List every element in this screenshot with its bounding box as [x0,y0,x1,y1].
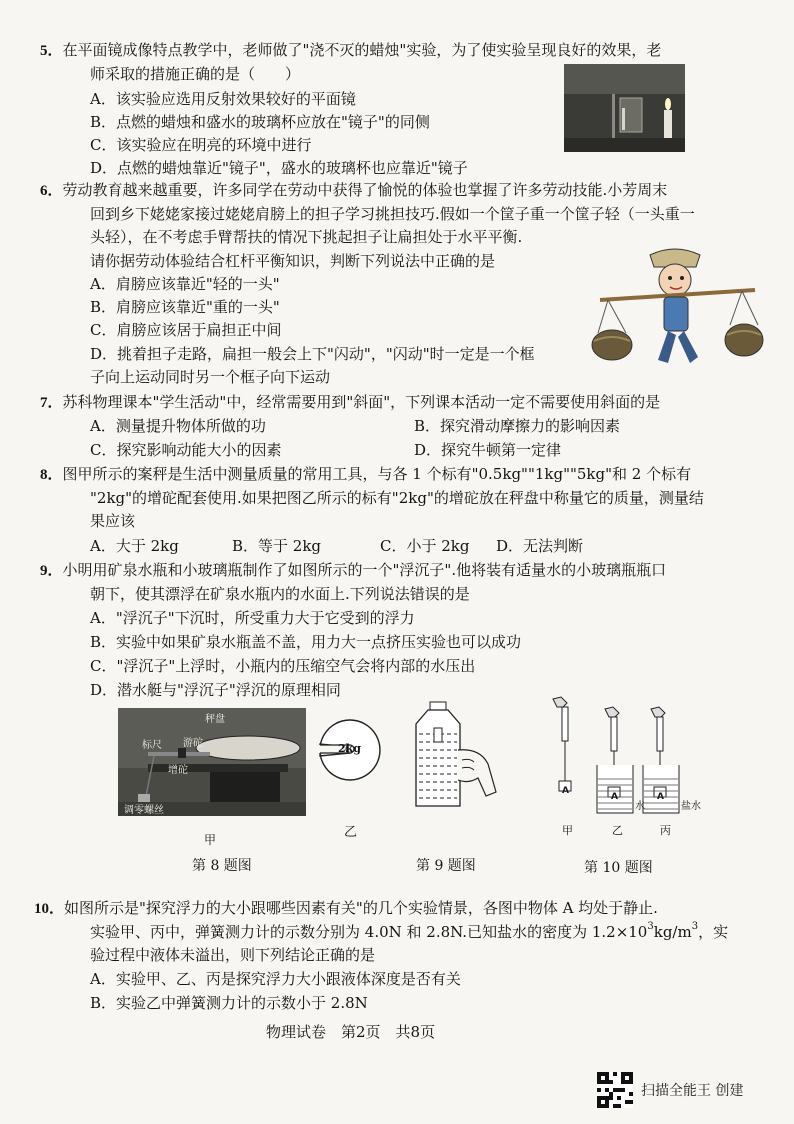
q9-number: 9． [40,563,63,579]
q5-stem-line2: 师采取的措施正确的是（ ） [90,65,301,83]
q7-stem: 7．苏科物理课本"学生活动"中，经常需要用到"斜面"，下列课本活动一定不需要使用斜面的是 [40,393,661,411]
fig10-block-a-1: A [562,786,569,796]
fig8-weight-text: 2kg [338,742,361,755]
q6-option-c: C．肩膀应该居于扁担正中间 [90,321,282,339]
q10-option-b: B．实验乙中弹簧测力计的示数小于 2.8N [90,994,368,1012]
q9-option-d: D．潜水艇与"浮沉子"浮沉的原理相同 [90,681,341,699]
fig10-water-label: 水 [635,801,645,812]
q7-number: 7． [40,395,63,411]
q9-stem-line1: 9．小明用矿泉水瓶和小玻璃瓶制作了如图所示的一个"浮沉子".他将装有适量水的小玻璃瓶瓶口 [40,561,667,579]
q5-stem-line1: 5．在平面镜成像特点教学中，老师做了"浇不灭的蜡烛"实验，为了使实验呈现良好的效果，老 [40,41,662,59]
fig8-label-dish: 调零螺丝 [124,805,164,816]
q6-option-d-cont: 子向上运动同时另一个框子向下运动 [90,368,331,386]
q9-option-a: A．"浮沉子"下沉时，所受重力大于它受到的浮力 [90,609,415,627]
qr-code-icon [597,1072,633,1108]
page-footer: 物理试卷 第2页 共8页 [266,1023,436,1041]
q5-option-d: D．点燃的蜡烛靠近"镜子"，盛水的玻璃杯也应靠近"镜子 [90,159,468,177]
fig8-label-pan: 秤盘 [205,714,225,725]
q8-option-a: A．大于 2kg [90,537,179,555]
q9-option-c: C．"浮沉子"上浮时，小瓶内的压缩空气会将内部的水压出 [90,657,476,675]
fig10-block-a-2: A [611,792,618,802]
q8-option-c: C．小于 2kg [380,537,470,555]
fig8-label-slider: 游砣 [183,738,203,749]
candle-photo-image [564,64,685,152]
child-carrying-baskets-image [590,245,765,370]
candle-photo [564,64,685,152]
q9-stem-line2: 朝下，使其漂浮在矿泉水瓶内的水面上.下列说法错误的是 [90,585,470,603]
fig8-label-weight: 增砣 [168,765,188,776]
fig10-caption: 第 10 题图 [584,860,653,876]
q8-stem-line3: 果应该 [90,512,136,530]
q6-stem-line2: 回到乡下姥姥家接过姥姥肩膀上的担子学习挑担技巧.假如一个筐子重一个筐子轻（一头重一 [90,205,695,223]
q10-stem-line2: 实验甲、丙中，弹簧测力计的示数分别为 4.0N 和 2.8N.已知盐水的密度为 $1.2\times 10^3kg/m^3$，实 [90,921,729,941]
q6-stem-line4: 请你据劳动体验结合杠杆平衡知识，判断下列说法中正确的是 [90,252,496,270]
fig10-salt-water-label: 盐水 [681,801,701,812]
cartesian-diver-bottle-image [410,700,502,812]
q8-stem-line2: "2kg"的增砣配套使用.如果把图乙所示的标有"2kg"的增砣放在秤盘中称量它的质量，测量结 [90,489,704,507]
fig9-bottle-drawing [410,700,502,812]
fig8-label-beam: 标尺 [142,740,162,751]
q7-option-d: D．探究牛顿第一定律 [414,441,562,459]
q8-option-d: D．无法判断 [496,537,584,555]
q6-number: 6． [40,183,63,199]
q9-option-b: B．实验中如果矿泉水瓶盖不盖，用力大一点挤压实验也可以成功 [90,633,522,651]
q8-option-b: B．等于 2kg [232,537,322,555]
q6-stem-line1: 6．劳动教育越来越重要，许多同学在劳动中获得了愉悦的体验也掌握了许多劳动技能.小芳周末 [40,181,668,199]
fig8-jia-label: 甲 [204,833,217,847]
fig8-yi-label: 乙 [344,825,358,840]
q6-option-a: A．肩膀应该靠近"轻的一头" [90,275,280,293]
q10-option-a: A．实验甲、乙、丙是探究浮力大小跟液体深度是否有关 [90,970,461,988]
shoulder-pole-illustration [590,245,765,370]
fig10-bing-label: 丙 [660,824,671,837]
q6-option-b: B．肩膀应该靠近"重的一头" [90,298,280,316]
q6-stem-line3: 头轻），在不考虑手臂帮扶的情况下挑起担子让扁担处于水平平衡. [90,228,523,246]
fig8-caption: 第 8 题图 [192,858,252,874]
q10-number: 10． [34,901,65,917]
q5-number: 5． [40,43,63,59]
fig10-jia-label: 甲 [562,824,573,837]
q8-number: 8． [40,467,63,483]
fig9-caption: 第 9 题图 [416,858,476,874]
q8-stem-line1: 8．图甲所示的案秤是生活中测量质量的常用工具，与各 1 个标有"0.5kg""1kg""5kg"和 2 个标有 [40,465,692,483]
qr-code-pattern [597,1072,633,1108]
q7-option-c: C．探究影响动能大小的因素 [90,441,282,459]
fig10-yi-label: 乙 [612,824,623,837]
q6-option-d: D．挑着担子走路，扁担一般会上下"闪动"，"闪动"时一定是一个框 [90,345,535,363]
fig10-block-a-3: A [657,792,664,802]
q7-option-a: A．测量提升物体所做的功 [90,417,266,435]
scanner-watermark: 扫描全能王 创建 [641,1083,744,1099]
q7-option-b: B．探究滑动摩擦力的影响因素 [414,417,621,435]
q10-stem-line3: 验过程中液体未溢出，则下列结论正确的是 [90,946,376,964]
q10-stem-line1: 10．如图所示是"探究浮力的大小跟哪些因素有关"的几个实验情景，各图中物体 A 均处于静止. [34,899,658,917]
q5-option-b: B．点燃的蜡烛和盛水的玻璃杯应放在"镜子"的同侧 [90,113,430,131]
q5-option-a: A．该实验应选用反射效果较好的平面镜 [90,90,356,108]
q5-option-c: C．该实验应在明亮的环境中进行 [90,136,312,154]
